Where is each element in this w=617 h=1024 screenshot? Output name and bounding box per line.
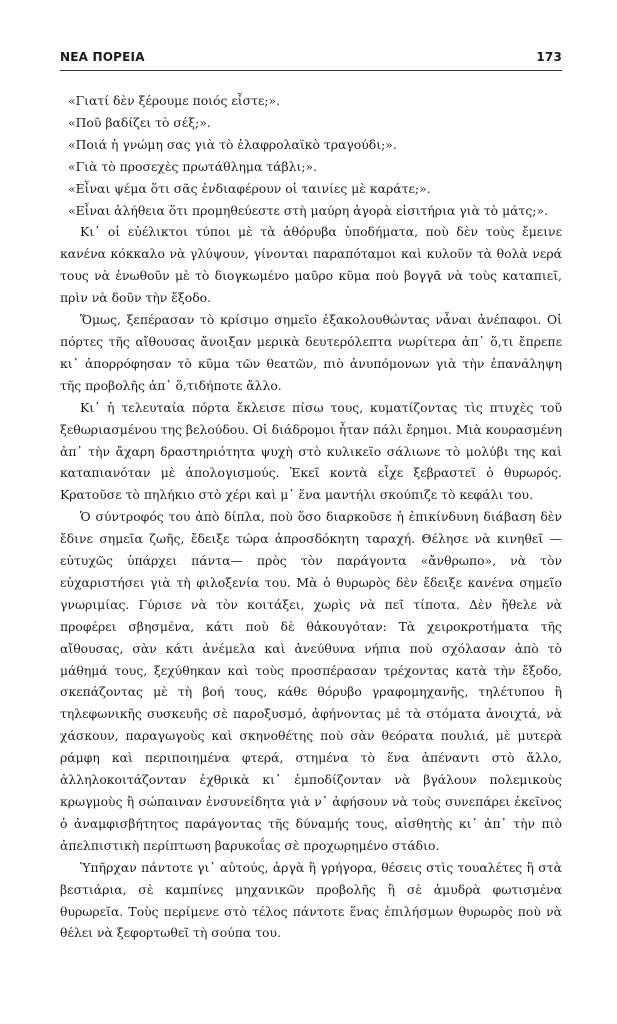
body-paragraph: Ὁ σύντροφός του ἀπὸ δίπλα, ποὺ ὅσο διαρκοῦσε ἡ ἐπικίνδυνη διάβαση δὲν ἔδινε σημεῖα ζωῆς, ἔδειξε τώρα ἀπροσδόκητη ταραχή. Θέλησε νὰ κινηθεῖ —εὐτυχῶς ὑπάρχει πάντα— πρὸς τὸν παράγοντα «ἄνθρωπο», νὰ τὸν εὐχαριστήσει γιὰ τὴ φιλοξενία του. Μὰ ὁ θυρωρὸς δὲν ἔδειξε κανένα σημεῖο γνωριμίας. Γύρισε νὰ τὸν κοιτάξει, χωρὶς νὰ πεῖ τίποτα. Δὲν ἤθελε νὰ προφέρει σβησμένα, κάτι ποὺ δὲ θἀκουγόταν: Τὰ χειροκροτήματα τῆς αἴθουσας, σὰν κάτι ἀνέμελα καὶ ἀνεύθυνα νήπια ποὺ σχόλασαν ἀπὸ τὸ μάθημά τους, ξεχύθηκαν καὶ τοὺς προσπέρασαν τρέχοντας κατὰ τὴν ἔξοδο, σκεπάζοντας μὲ τὴ βοή τους, κάθε θόρυβο γραφομηχανῆς, τηλέτυπου ἢ τηλεφωνικῆς συσκευῆς σὲ παροξυσμό, ἀφήνοντας μὲ τὰ στόματα ἀνοιχτά, νὰ χάσκουν, παραγωγοὺς καὶ σκηνοθέτης ποὺ σὰν θεόρατα πουλιά, μὲ μυτερὰ ράμφη καὶ περιποιημένα φτερά, στημένα τὸ ἕνα ἀπέναντι στὸ ἄλλο, ἀλληλοκοιτάζονταν ἐχθρικὰ κι᾿ ἐμποδίζονταν νὰ βγάλουν πολεμικοὺς κρωγμοὺς ἢ σώπαιναν ἐνσυνείδητα γιὰ ν᾿ ἀφήσουν νὰ τοὺς συνεπάρει ἐκεῖνος ὁ ἀναμφισβήτητος παράγοντας τῆς δύναμής τους, αἰσθητὴς κι᾿ ἀπ᾿ τὴν πιὸ ἀπελπιστικὴ περίπτωση βαρυκοΐας σὲ προχωρημένο στάδιο. bbox=[60, 509, 562, 853]
dialogue-line: «Ποῦ βαδίζει τὸ σέξ;». bbox=[68, 114, 211, 130]
body-paragraph: Ὑπῆρχαν πάντοτε γι᾿ αὐτούς, ἀργὰ ἢ γρήγορα, θέσεις στὶς τουαλέτες ἢ στὰ βεστιάρια, σὲ καμπίνες μηχανικῶν προβολῆς ἢ σὲ ἀμυδρὰ φωτισμένα θυρωρεῖα. Τοὺς περίμενε στὸ τέλος πάντοτε ἕνας ἐπιλήσμων θυρωρὸς ποὺ νὰ θέλει νὰ ξεφορτωθεῖ τὴ σούπα του. bbox=[60, 859, 562, 941]
page-number: 173 bbox=[536, 50, 562, 64]
header-rule bbox=[60, 70, 562, 71]
body-paragraph: Κι᾿ ἡ τελευταία πόρτα ἔκλεισε πίσω τους, κυματίζοντας τὶς πτυχὲς τοῦ ξεθωριασμένου της βελούδου. Οἱ διάδρομοι ἦταν πάλι ἔρημοι. Μιὰ κουρασμένη ἀπ᾿ τὴν ἄχαρη δραστηριότητα ψυχὴ στὸ κυλικεῖο σάλιωνε τὸ μολύβι της καὶ καταπιανόταν μὲ ἀπολογισμούς. Ἐκεῖ κοντὰ εἶχε ξεβραστεῖ ὁ θυρωρός. Κρατοῦσε τὸ πηλήκιο στὸ χέρι καὶ μ᾿ ἕνα μαντήλι σκούπιζε τὸ κεφάλι του. bbox=[60, 399, 562, 503]
dialogue-line: «Γιατί δὲν ξέρουμε ποιός εἶστε;». bbox=[68, 93, 281, 108]
dialogue-line: «Ποιά ἡ γνώμη σας γιὰ τὸ ἐλαφρολαϊκὸ τραγούδι;». bbox=[68, 136, 397, 152]
dialogue-line: «Γιὰ τὸ προσεχὲς πρωτάθλημα τάβλι;». bbox=[68, 158, 318, 174]
page-body bbox=[60, 90, 562, 944]
body-paragraph: Ὅμως, ξεπέρασαν τὸ κρίσιμο σημεῖο ἐξακολουθώντας νἆναι ἀνέπαφοι. Οἱ πόρτες τῆς αἴθουσας ἄνοιξαν μερικὰ δευτερόλεπτα νωρίτερα ἀπ᾿ ὅ,τι ἔπρεπε κι᾿ ἀπορρόφησαν τὸ κῦμα τῶν θεατῶν, πιὸ ἀνυπόμονων γιὰ τὴν ἐπανάληψη τῆς προβολῆς ἀπ᾿ ὅ,τιδήποτε ἄλλο. bbox=[60, 312, 562, 393]
running-title: ΝΕΑ ΠΟΡΕΙΑ bbox=[60, 50, 145, 64]
dialogue-line: «Εἶναι ψέμα ὅτι σᾶς ἐνδιαφέρουν οἱ ταινίες μὲ καράτε;». bbox=[68, 180, 431, 196]
page-header bbox=[60, 50, 562, 64]
body-paragraph: Κι᾿ οἱ εὐέλικτοι τύποι μὲ τὰ ἀθόρυβα ὑποδήματα, ποὺ δὲν τοὺς ἔμεινε κανένα κόκκαλο νὰ γλύψουν, γίνονται παραπόταμοι καὶ κυλοῦν τὰ θολὰ νερά τους νὰ ἑνωθοῦν μὲ τὸ διογκωμένο μαῦρο κῦμα ποὺ βογγᾶ νὰ τοὺς καταπιεῖ, πρὶν νὰ δοῦν τὴν ἔξοδο. bbox=[60, 224, 562, 306]
dialogue-line: «Εἶναι ἀλήθεια ὅτι προμηθεύεστε στὴ μαύρη ἀγορὰ εἰσιτήρια γιὰ τὸ μάτς;». bbox=[68, 202, 548, 218]
